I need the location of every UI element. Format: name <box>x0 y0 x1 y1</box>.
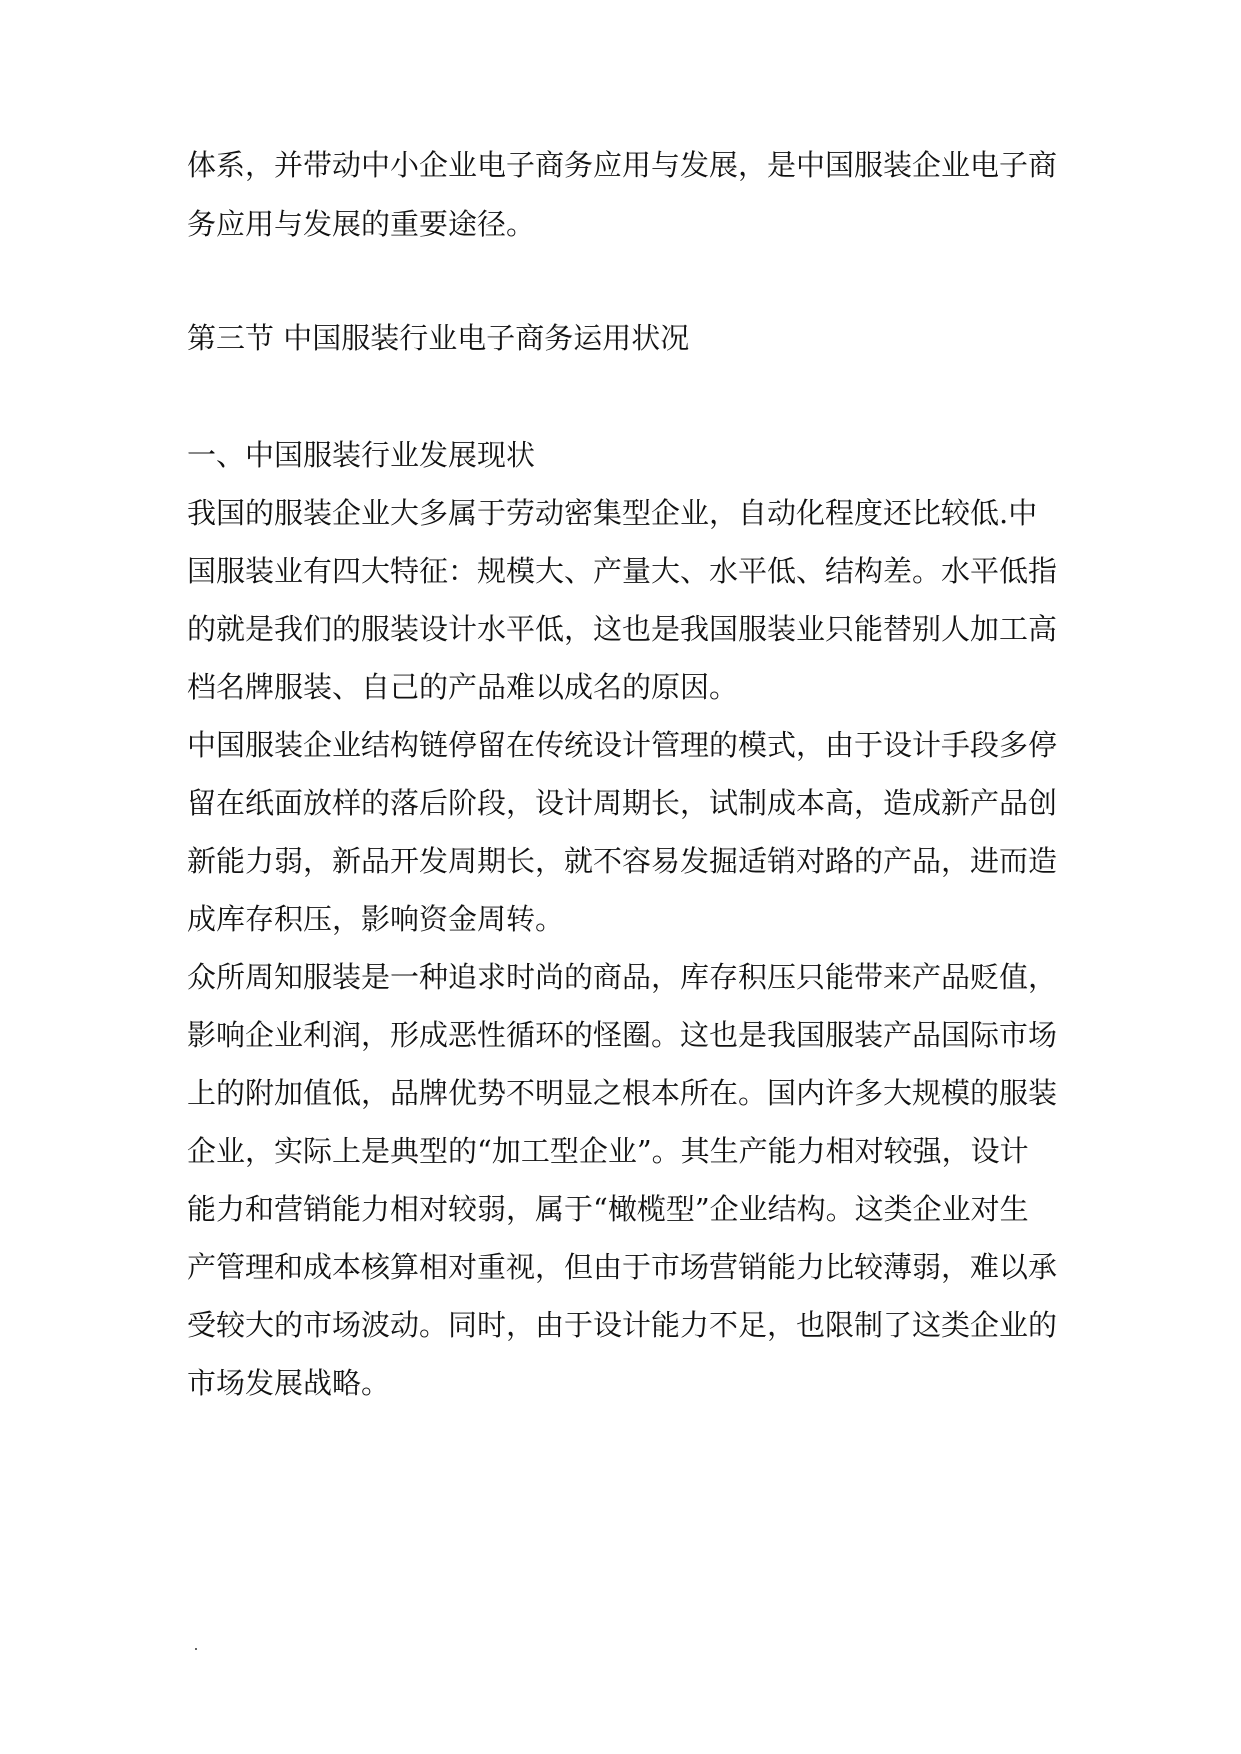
para3-line-1: 众所周知服装是一种追求时尚的商品，库存积压只能带来产品贬值， <box>187 960 1058 994</box>
para3-line-3: 上的附加值低，品牌优势不明显之根本所在。国内许多大规模的服装 <box>187 1076 1058 1110</box>
para3-line-4: 企业，实际上是典型的“加工型企业”。其生产能力相对较强，设计 <box>187 1134 1029 1168</box>
para1-line-4: 档名牌服装、自己的产品难以成名的原因。 <box>187 670 739 704</box>
section-title: 第三节 中国服装行业电子商务运用状况 <box>187 321 690 355</box>
para3-line-8: 市场发展战略。 <box>187 1366 391 1400</box>
para2-line-2: 留在纸面放样的落后阶段，设计周期长，试制成本高，造成新产品创 <box>187 786 1058 820</box>
subsection-title: 一、中国服装行业发展现状 <box>187 438 536 472</box>
para2-line-3: 新能力弱，新品开发周期长，就不容易发掘适销对路的产品，进而造 <box>187 844 1058 878</box>
para3-line-7: 受较大的市场波动。同时，由于设计能力不足，也限制了这类企业的 <box>187 1308 1058 1342</box>
para1-line-2: 国服装业有四大特征：规模大、产量大、水平低、结构差。水平低指 <box>187 554 1058 588</box>
footer-dot-mark <box>195 1648 197 1650</box>
para3-line-5: 能力和营销能力相对较弱，属于“橄榄型”企业结构。这类企业对生 <box>187 1192 1029 1226</box>
para1-line-1: 我国的服装企业大多属于劳动密集型企业，自动化程度还比较低.中 <box>187 496 1038 530</box>
para3-line-6: 产管理和成本核算相对重视，但由于市场营销能力比较薄弱，难以承 <box>187 1250 1058 1284</box>
para3-line-2: 影响企业利润，形成恶性循环的怪圈。这也是我国服装产品国际市场 <box>187 1018 1058 1052</box>
para2-line-4: 成库存积压，影响资金周转。 <box>187 902 565 936</box>
intro-line-1: 体系，并带动中小企业电子商务应用与发展，是中国服装企业电子商 <box>187 148 1058 182</box>
para2-line-1: 中国服装企业结构链停留在传统设计管理的模式，由于设计手段多停 <box>187 728 1058 762</box>
intro-line-2: 务应用与发展的重要途径。 <box>187 207 536 241</box>
para1-line-3: 的就是我们的服装设计水平低，这也是我国服装业只能替别人加工高 <box>187 612 1058 646</box>
